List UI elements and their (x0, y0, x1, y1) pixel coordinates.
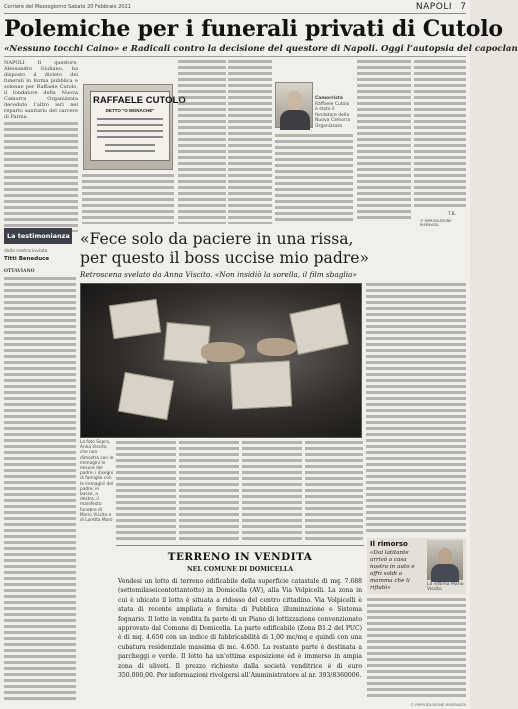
portrait-head (438, 548, 452, 564)
article-body-column (4, 268, 76, 704)
family-photos-image (80, 283, 362, 438)
section-name: NAPOLI (415, 2, 452, 12)
divider (4, 56, 466, 57)
poster-text-line (97, 130, 163, 132)
poster-text-line (97, 118, 163, 120)
page-number: 7 (460, 2, 466, 12)
hand (257, 338, 297, 356)
hand (201, 342, 245, 362)
body-text-lines (179, 441, 239, 541)
ad-subtitle: NEL COMUNE DI DOMICELLA (186, 566, 294, 573)
body-text-lines (242, 441, 302, 541)
byline-label: dalla nostra inviata (4, 249, 48, 254)
article-lead: NAPOLI Il questore, Alessandro Giuliano, ha disposto il divieto dei funerali in forma pubblica e solenne per Raffaele Cutolo, il fondatore della Nuova Camorra Organizzata deceduto l’altro ieri nel reparto sanitario del carcere di Parma. (4, 60, 78, 120)
body-text-lines (367, 598, 466, 698)
article-headline: Polemiche per i funerali privati di Cutolo (4, 16, 503, 42)
body-text-lines (366, 283, 466, 533)
body-text-lines (275, 134, 353, 224)
old-photo (230, 360, 292, 409)
article-body-column (4, 60, 78, 224)
sidebar-photo-caption: La vittima Mario Viscito (427, 582, 464, 592)
dateline: OTTAVIANO (4, 269, 35, 274)
victim-portrait-photo (427, 540, 463, 580)
section-banner: La testimonianza (4, 228, 72, 244)
cutolo-poster-photo (83, 84, 186, 170)
sidebar-quote: «Dai latitante arrivò a casa nostra in auto e offrì soldi a mamma che li rifiutò» (370, 550, 415, 591)
byline-name: Titti Beneduce (4, 256, 50, 262)
portrait-body (280, 110, 310, 130)
funeral-poster (90, 91, 186, 161)
poster-text-line (97, 136, 163, 138)
body-text-lines (357, 60, 411, 220)
page-header (4, 2, 466, 14)
old-photo (118, 372, 174, 420)
photo-caption: La foto Sopra, Anna Viscito, che non dimostra con le immagini le misure del padre; i disegni di famiglia con le immagini del padre; in basso, a destra, il manifesto funebre di Mario Viscito e di Loretta Moro (80, 440, 114, 524)
signature: T.B. (448, 212, 457, 217)
sidebar-box (367, 538, 466, 594)
ad-body: Vendesi un lotto di terreno edificabile della superficie catastale di mq. 7.688 (settemilaseicentottantotto) in Domicella (AV), alla Via Volpicelli. La zona in cui è ubicato il lotto è situata a ridosso del centro cittadino. Via Volpicelli è stata di recente ampliata e fornita di Pubblica illuminazione e Sistema fognario. Il lotto in vendita fa parte di un Piano di lottizzazione convenzionato approvato dal Comune di Domicella. La parte edificabile (Zona B1.2 del PUC) è di mq. 4.650 con un indice di fabbricabilità di 1,00 mc/mq e quindi con una cubatura residenziale massima di mc. 4.650. La restante parte è destinata a parcheggi e verde. Il lotto ha un’ottima esposizione ed è immerso in ampia zona di uliveti. Il prezzo richiesto dalla società venditrice è di euro 350.000,00. Per informazioni rivolgersi all’Amministratore al nr. 393/8360006. (118, 578, 362, 680)
poster-subtitle: DETTO "O MONACHE" (105, 108, 155, 113)
article-subhead: Retroscena svelato da Anna Viscito. «Non insidiò la sorella, il film sbaglia» (80, 270, 357, 279)
ad-title: TERRENO IN VENDITA (167, 551, 313, 563)
footer-credit: © RIPRODUZIONE RISERVATA (410, 702, 466, 707)
photo-caption (315, 96, 353, 129)
poster-text-line (105, 150, 155, 152)
poster-text-line (105, 144, 155, 146)
body-text-lines (228, 60, 272, 224)
body-text-lines (305, 441, 363, 541)
body-text-lines (4, 277, 76, 701)
body-text-lines (414, 60, 466, 210)
old-photo (109, 299, 161, 339)
quote-headline-line1: «Fece solo da paciere in una rissa, (80, 230, 354, 248)
article-subhead: «Nessuno tocchi Caino» e Radicali contro la decisione del questore di Napoli. Oggi l’autopsia del capoclan (4, 44, 518, 54)
rights-notice: © RIPRODUZIONE RISERVATA (420, 219, 452, 227)
body-text-lines (116, 441, 176, 541)
header-info: Corriere del Mezzogiorno Sabato 20 Febbraio 2021 (4, 4, 131, 10)
body-text-lines (178, 60, 226, 224)
portrait-body (431, 564, 459, 582)
caption-text: Raffaele Cutolo è stato il fondatore della Nuova Camorra Organizzata (315, 101, 351, 129)
body-text-lines (4, 122, 78, 232)
poster-name: RAFFAELE CUTOLO (93, 95, 186, 106)
old-photo (289, 303, 349, 355)
body-text-lines (82, 174, 174, 224)
land-sale-advertisement (116, 545, 364, 705)
caption-title: Camorrista (315, 96, 343, 101)
poster-text-line (97, 124, 163, 126)
quote-headline-line2: per questo il boss uccise mio padre» (80, 249, 370, 267)
portrait-head (287, 91, 303, 110)
cutolo-portrait-photo (275, 82, 313, 128)
sidebar-title: Il rimorso (370, 540, 408, 548)
